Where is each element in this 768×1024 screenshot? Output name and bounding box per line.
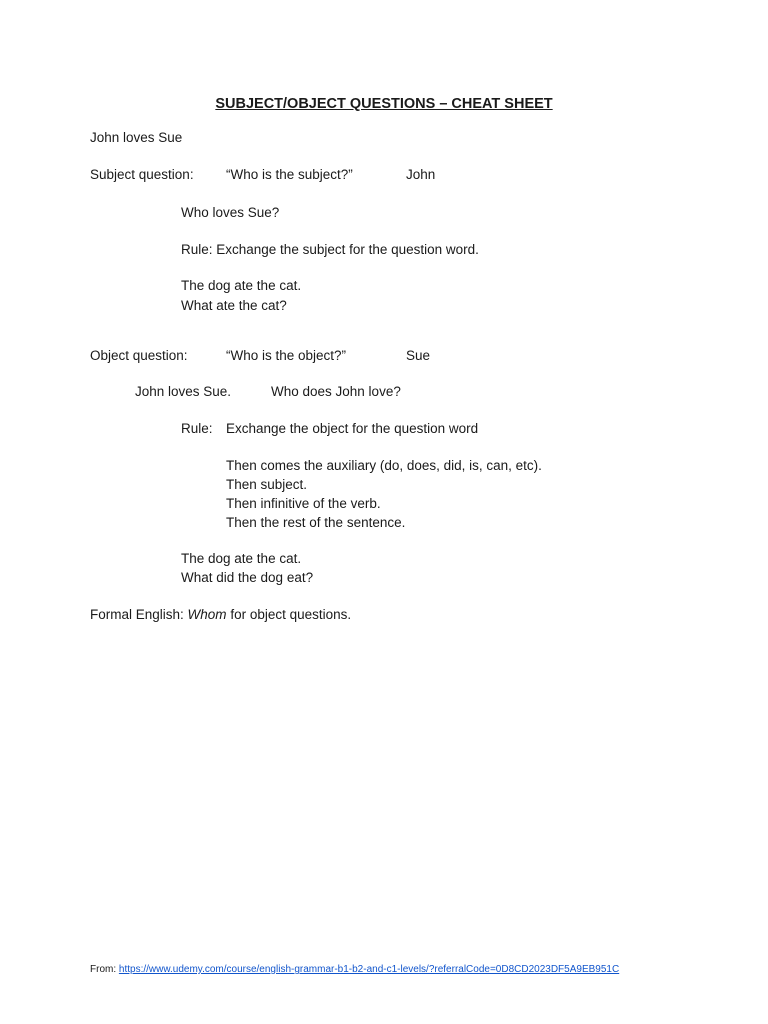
subject-rule: Rule: Exchange the subject for the question word.	[181, 242, 479, 257]
subject-question-prompt: “Who is the subject?”	[226, 167, 353, 182]
formal-note-emphasis: Whom	[187, 607, 227, 622]
subject-question-label: Subject question:	[90, 167, 194, 182]
object-example-statement-top: John loves Sue.	[135, 384, 232, 399]
object-rule-step: Then comes the auxiliary (do, does, did, is, can, etc).	[226, 458, 542, 473]
object-rule-step: Then infinitive of the verb.	[226, 496, 381, 511]
object-rule-text: Exchange the object for the question word	[226, 421, 479, 436]
formal-note-prefix: Formal English:	[90, 607, 188, 622]
source-footer	[90, 963, 619, 976]
formal-english-note	[90, 606, 351, 623]
object-example-question: What did the dog eat?	[181, 570, 314, 585]
object-question-prompt: “Who is the object?”	[226, 348, 347, 363]
subject-example-statement: The dog ate the cat.	[181, 278, 302, 293]
source-link[interactable]: https://www.udemy.com/course/english-grammar-b1-b2-and-c1-levels/?referralCode=0D8CD2023DF5A9EB951C	[118, 964, 620, 975]
footer-prefix: From:	[90, 964, 119, 975]
object-question-label: Object question:	[90, 348, 188, 363]
object-example-statement: The dog ate the cat.	[181, 551, 302, 566]
object-rule-label: Rule:	[181, 421, 213, 436]
formal-note-suffix: for object questions.	[226, 607, 352, 622]
object-question-answer: Sue	[406, 348, 431, 363]
object-rule-step: Then subject.	[226, 477, 308, 492]
subject-question-answer: John	[406, 167, 436, 182]
subject-question-example: Who loves Sue?	[181, 205, 280, 220]
object-example-question-top: Who does John love?	[271, 384, 401, 399]
subject-example-question: What ate the cat?	[181, 298, 287, 313]
object-rule-step: Then the rest of the sentence.	[226, 515, 406, 530]
page-title: SUBJECT/OBJECT QUESTIONS – CHEAT SHEET	[215, 96, 553, 112]
example-sentence: John loves Sue	[90, 130, 183, 145]
